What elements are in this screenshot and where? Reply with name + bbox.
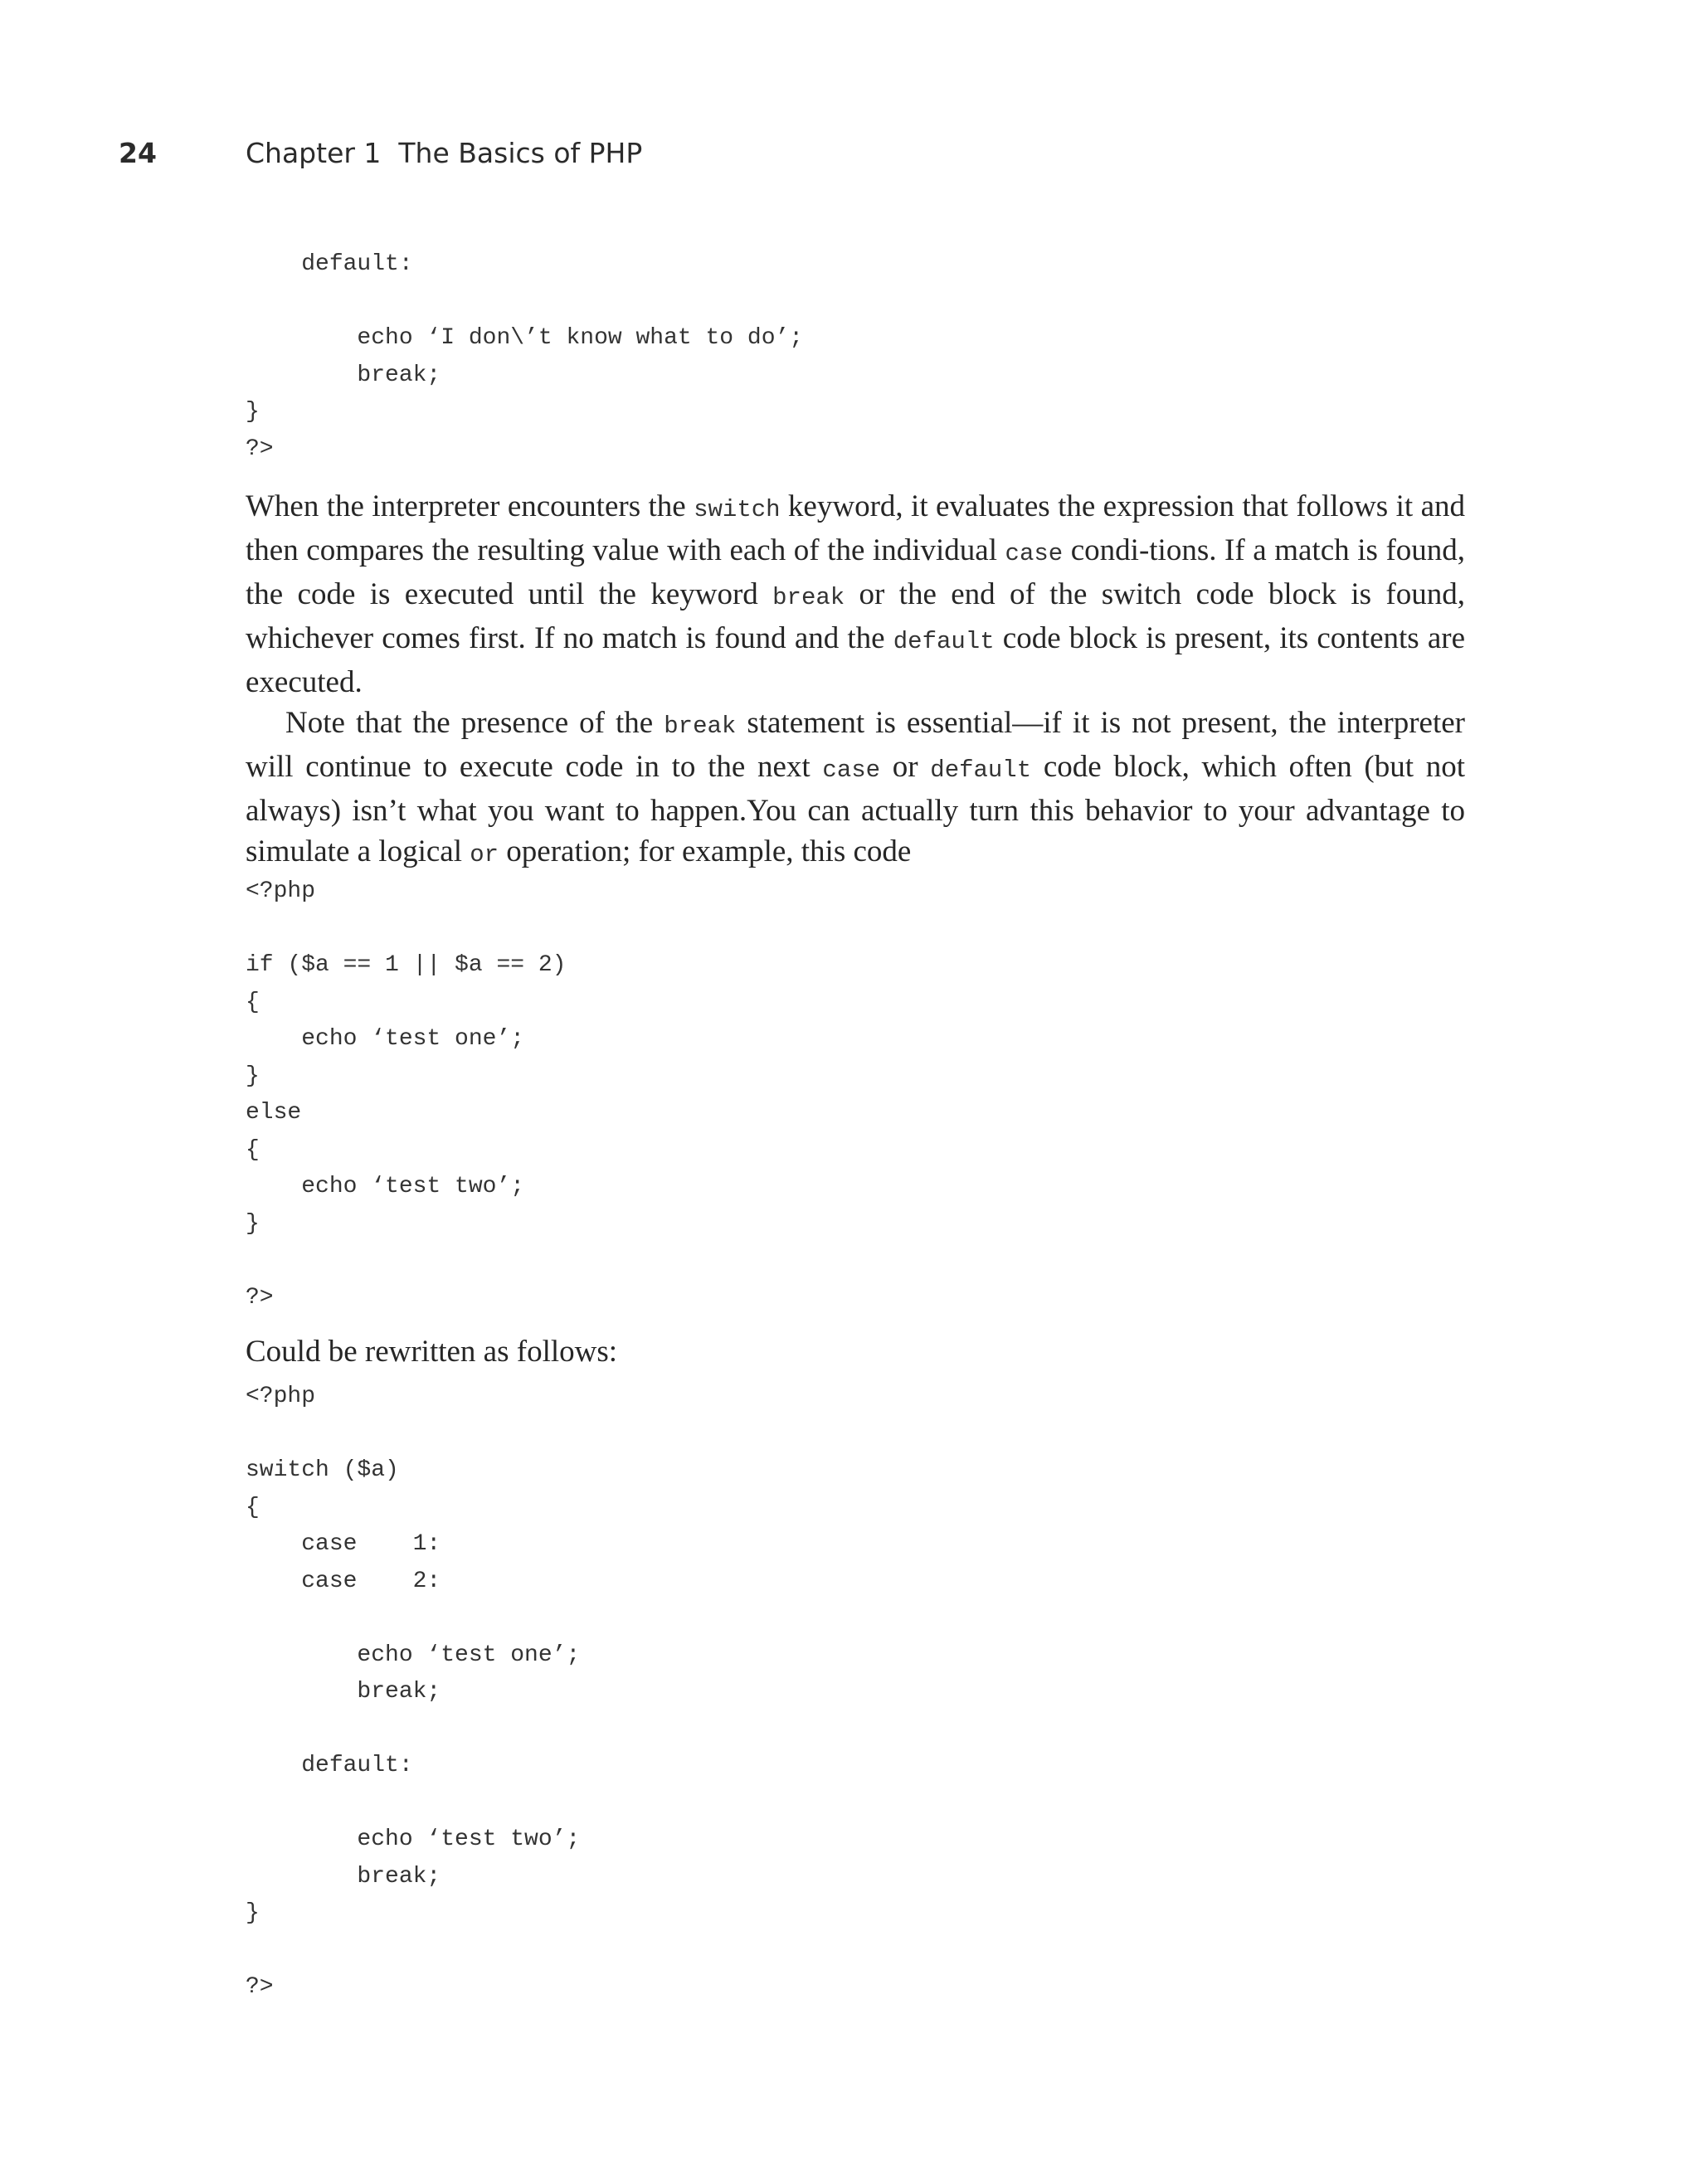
lead-in-text: Could be rewritten as follows: [246,1335,618,1369]
running-head: Chapter 1 The Basics of PHP [246,137,643,169]
code-block-switch-rewrite: <?php switch ($a) { case 1: case 2: echo ‘test one’; break; default: echo ‘test two’; break; } ?> [246,1384,581,2000]
body-text [246,486,1465,875]
page-header [0,133,1699,174]
paragraph-break-note: Note that the presence of the break statement is essential—if it is not present, the interpreter will continue to execute code in to the next case or default code block, which often (but not always) isn’t what you want to happen.You can actually turn this behavior to your advantage to simulate a logical or operation; for example, this code [246,706,1466,868]
code-block-switch-end: default: echo ‘I don\’t know what to do’; break; } ?> [246,251,804,462]
paragraph-switch-explanation: When the interpreter encounters the switch keyword, it evaluates the expression that follows it and then compares the resulting value with each of the individual case condi-tions. If a match is found, the code is executed until the keyword break or the end of the switch code block is found, whichever comes first. If no match is found and the default code block is present, its contents are executed. [246,489,1466,699]
page-number: 24 [119,137,157,169]
code-block-if-else: <?php if ($a == 1 || $a == 2) { echo ‘test one’; } else { echo ‘test two’; } ?> [246,878,567,1311]
